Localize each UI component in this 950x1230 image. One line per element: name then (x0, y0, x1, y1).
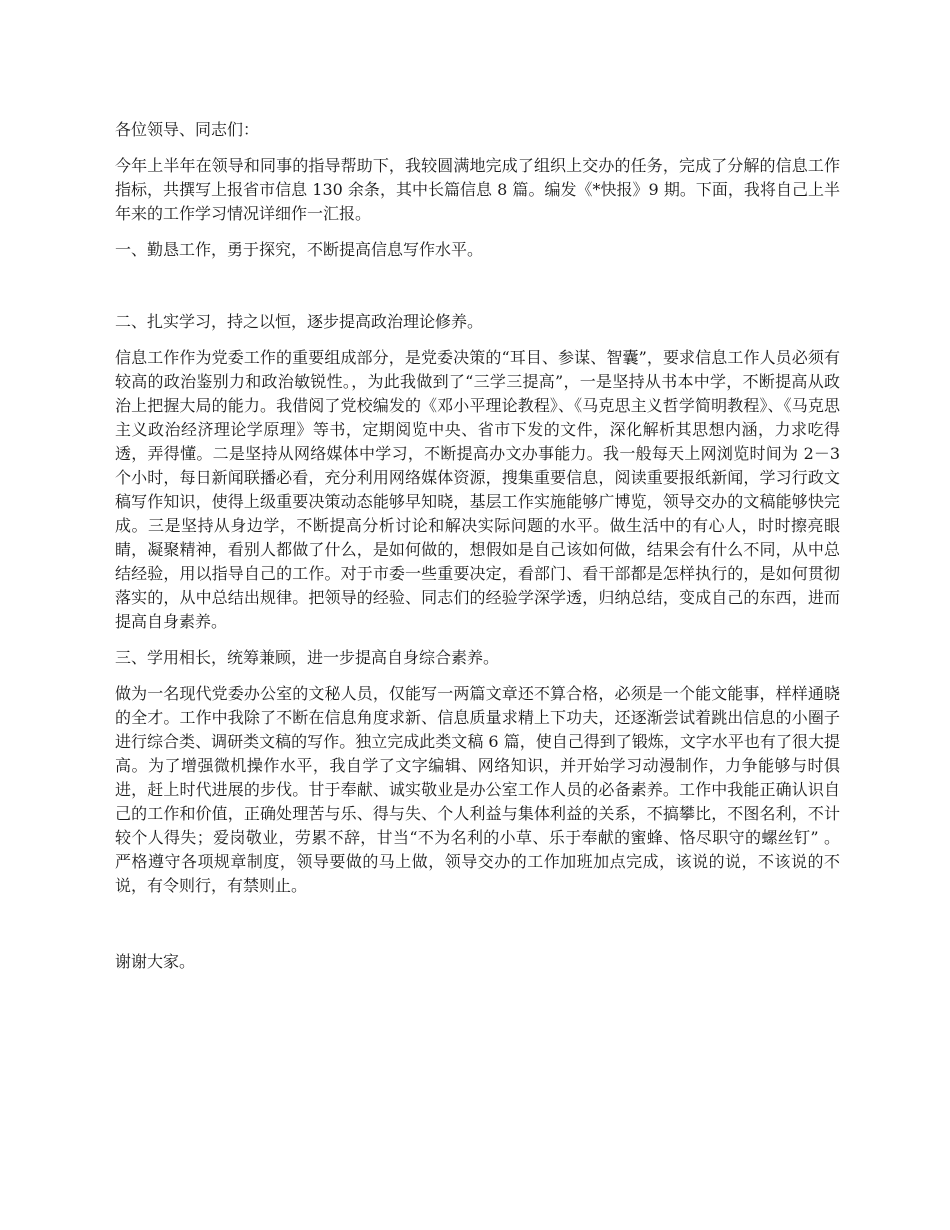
section-3-heading: 三、学用相长，统筹兼顾，进一步提高自身综合素养。 (115, 648, 500, 667)
closing: 谢谢大家。 (115, 952, 196, 971)
blank-spacer (115, 910, 840, 950)
blank-spacer (115, 274, 840, 310)
section-1-heading: 一、勤恳工作，勇于探究，不断提高信息写作水平。 (115, 240, 484, 259)
section-3-body: 做为一名现代党委办公室的文秘人员，仅能写一两篇文章还不算合格，必须是一个能文能事，样样通晓的全才。工作中我除了不断在信息角度求新、信息质量求精上下功夫，还逐渐尝试着跳出信息的小圈子进行综合类、调研类文稿的写作。独立完成此类文稿 6 篇，使自己得到了锻炼，文字水平也有了很大提高。为了增强微机操作水平，我自学了文字编辑、网络知识，并开始学习动漫制作，力争能够与时俱进，赶上时代进展的步伐。甘于奉献、诚实敬业是办公室工作人员的必备素养。工作中我能正确认识自己的工作和价值，正确处理苦与乐、得与失、个人利益与集体利益的关系，不搞攀比，不图名利，不计较个人得失；爱岗敬业，劳累不辞，甘当“不为名利的小草、乐于奉献的蜜蜂、恪尽职守的螺丝钉” 。严格遵守各项规章制度，领导要做的马上做，领导交办的工作加班加点完成，该说的说，不该说的不说，有令则行，有禁则止。 (115, 684, 840, 895)
section-2-body: 信息工作作为党委工作的重要组成部分，是党委决策的“耳目、参谋、智囊”，要求信息工作人员必须有较高的政治鉴别力和政治敏锐性。，为此我做到了“三学三提高”，一是坚持从书本中学，不断提高从政治上把握大局的能力。我借阅了党校编发的《邓小平理论教程》、《马克思主义哲学简明教程》、《马克思主义政治经济理论学原理》等书，定期阅览中央、省市下发的文件，深化解析其思想内涵，力求吃得透，弄得懂。二是坚持从网络媒体中学习，不断提高办文办事能力。我一般每天上网浏览时间为 2－3 个小时，每日新闻联播必看，充分利用网络媒体资源，搜集重要信息，阅读重要报纸新闻，学习行政文稿写作知识，使得上级重要决策动态能够早知晓，基层工作实施能够广博览，领导交办的文稿能够快完成。三是坚持从身边学，不断提高分析讨论和解决实际问题的水平。做生活中的有心人，时时擦亮眼睛，凝聚精神，看别人都做了什么，是如何做的，想假如是自己该如何做，结果会有什么不同，从中总结经验，用以指导自己的工作。对于市委一些重要决定，看部门、看干部都是怎样执行的，是如何贯彻落实的，从中总结出规律。把领导的经验、同志们的经验学深学透，归纳总结，变成自己的东西，进而提高自身素养。 (115, 348, 840, 631)
document-page (115, 118, 840, 986)
greeting: 各位领导、同志们： (115, 120, 260, 139)
section-2-heading: 二、扎实学习，持之以恒，逐步提高政治理论修养。 (115, 312, 484, 331)
intro-paragraph: 今年上半年在领导和同事的指导帮助下，我较圆满地完成了组织上交办的任务，完成了分解的信息工作指标，共撰写上报省市信息 130 余条，其中长篇信息 8 篇。编发《*快报》9 期。下面，我将自己上半年来的工作学习情况详细作一汇报。 (115, 156, 840, 223)
